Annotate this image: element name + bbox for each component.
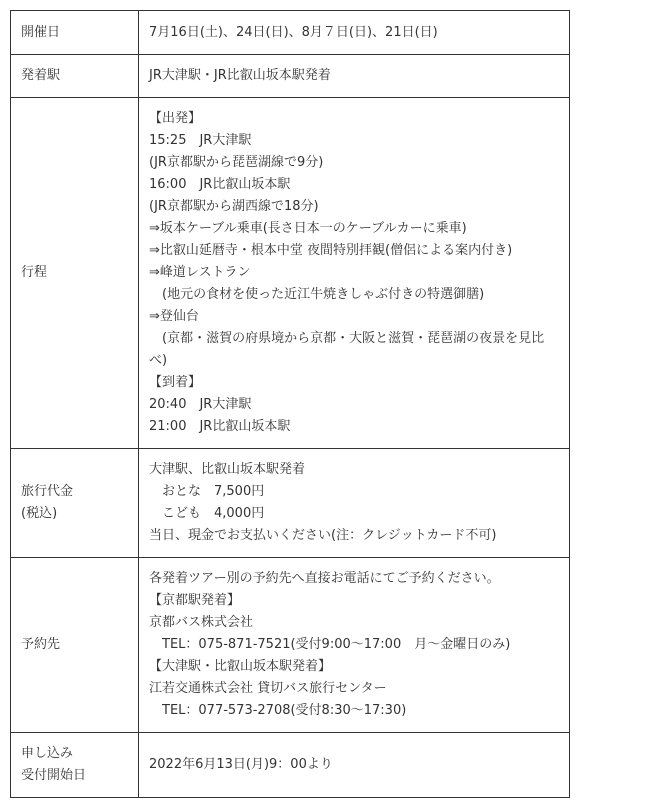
itinerary-line: ⇒比叡山延暦寺・根本中堂 夜間特別拝観(僧侶による案内付き) — [149, 243, 513, 258]
row-label-cell — [11, 55, 139, 98]
row-label: 予約先 — [21, 637, 61, 652]
itinerary-line: 20:40 JR大津駅 — [149, 397, 252, 412]
row-label-cell — [11, 98, 139, 449]
itinerary-line: 【出発】 — [149, 111, 202, 126]
row-value-cell — [139, 558, 570, 733]
itinerary-line: 16:00 JR比叡山坂本駅 — [149, 177, 291, 192]
reservation-line: 京都バス株式会社 — [149, 615, 254, 630]
table-row — [11, 733, 570, 798]
row-label: 開催日 — [21, 24, 61, 40]
row-label: 発着駅 — [21, 68, 61, 83]
row-label: 受付開始日 — [21, 768, 87, 783]
row-text: 2022年6月13日(月)9：00より — [149, 757, 333, 772]
table-row — [11, 449, 570, 558]
itinerary-line: 【到着】 — [149, 375, 202, 390]
itinerary-line: ⇒坂本ケーブル乗車(長さ日本一のケーブルカーに乗車) — [149, 221, 467, 236]
itinerary-line: (京都・滋賀の府県境から京都・大阪と滋賀・琵琶湖の夜景を見比べ) — [149, 331, 545, 368]
price-line: 当日、現金でお支払いください(注：クレジットカード不可) — [149, 528, 497, 543]
row-label-cell — [11, 449, 139, 558]
row-value-cell — [139, 98, 570, 449]
row-value-cell — [139, 733, 570, 798]
row-label: 行程 — [21, 265, 48, 280]
itinerary-line: 21:00 JR比叡山坂本駅 — [149, 419, 291, 434]
reservation-line: 各発着ツアー別の予約先へ直接お電話にてご予約ください。 — [149, 571, 500, 586]
itinerary-line: (地元の食材を使った近江牛焼きしゃぶ付きの特選御膳) — [149, 287, 485, 302]
table-row — [11, 98, 570, 449]
itinerary-line: ⇒峰道レストラン — [149, 265, 251, 280]
itinerary-line: (JR京都駅から湖西線で18分) — [149, 199, 319, 214]
table-row — [11, 55, 570, 98]
price-line: おとな 7,500円 — [149, 484, 265, 499]
row-label-cell — [11, 733, 139, 798]
table-row — [11, 558, 570, 733]
itinerary-line: ⇒登仙台 — [149, 309, 199, 324]
row-label-cell — [11, 558, 139, 733]
itinerary-line: (JR京都駅から琵琶湖線で9分) — [149, 155, 324, 170]
itinerary-line: 15:25 JR大津駅 — [149, 133, 252, 148]
row-label-cell — [11, 11, 139, 55]
row-text: 7月16日(土)、24日(日)、8月７日(日)、21日(日) — [149, 24, 438, 40]
price-line: こども 4,000円 — [149, 506, 265, 521]
table-row — [11, 11, 570, 55]
row-label: 旅行代金 — [21, 484, 74, 499]
row-value-cell — [139, 55, 570, 98]
reservation-line: 【京都駅発着】 — [149, 593, 241, 608]
row-text: JR大津駅・JR比叡山坂本駅発着 — [149, 68, 331, 83]
row-label: (税込) — [21, 506, 58, 521]
price-line: 大津駅、比叡山坂本駅発着 — [149, 462, 306, 477]
row-value-cell — [139, 11, 570, 55]
row-label: 申し込み — [21, 746, 74, 761]
tour-info-table — [10, 10, 570, 798]
row-value-cell — [139, 449, 570, 558]
reservation-line: TEL：077-573-2708(受付8:30～17:30) — [149, 703, 407, 718]
reservation-line: TEL：075-871-7521(受付9:00～17:00 月～金曜日のみ) — [149, 637, 511, 652]
reservation-line: 江若交通株式会社 貸切バス旅行センター — [149, 681, 387, 696]
reservation-line: 【大津駅・比叡山坂本駅発着】 — [149, 659, 332, 674]
